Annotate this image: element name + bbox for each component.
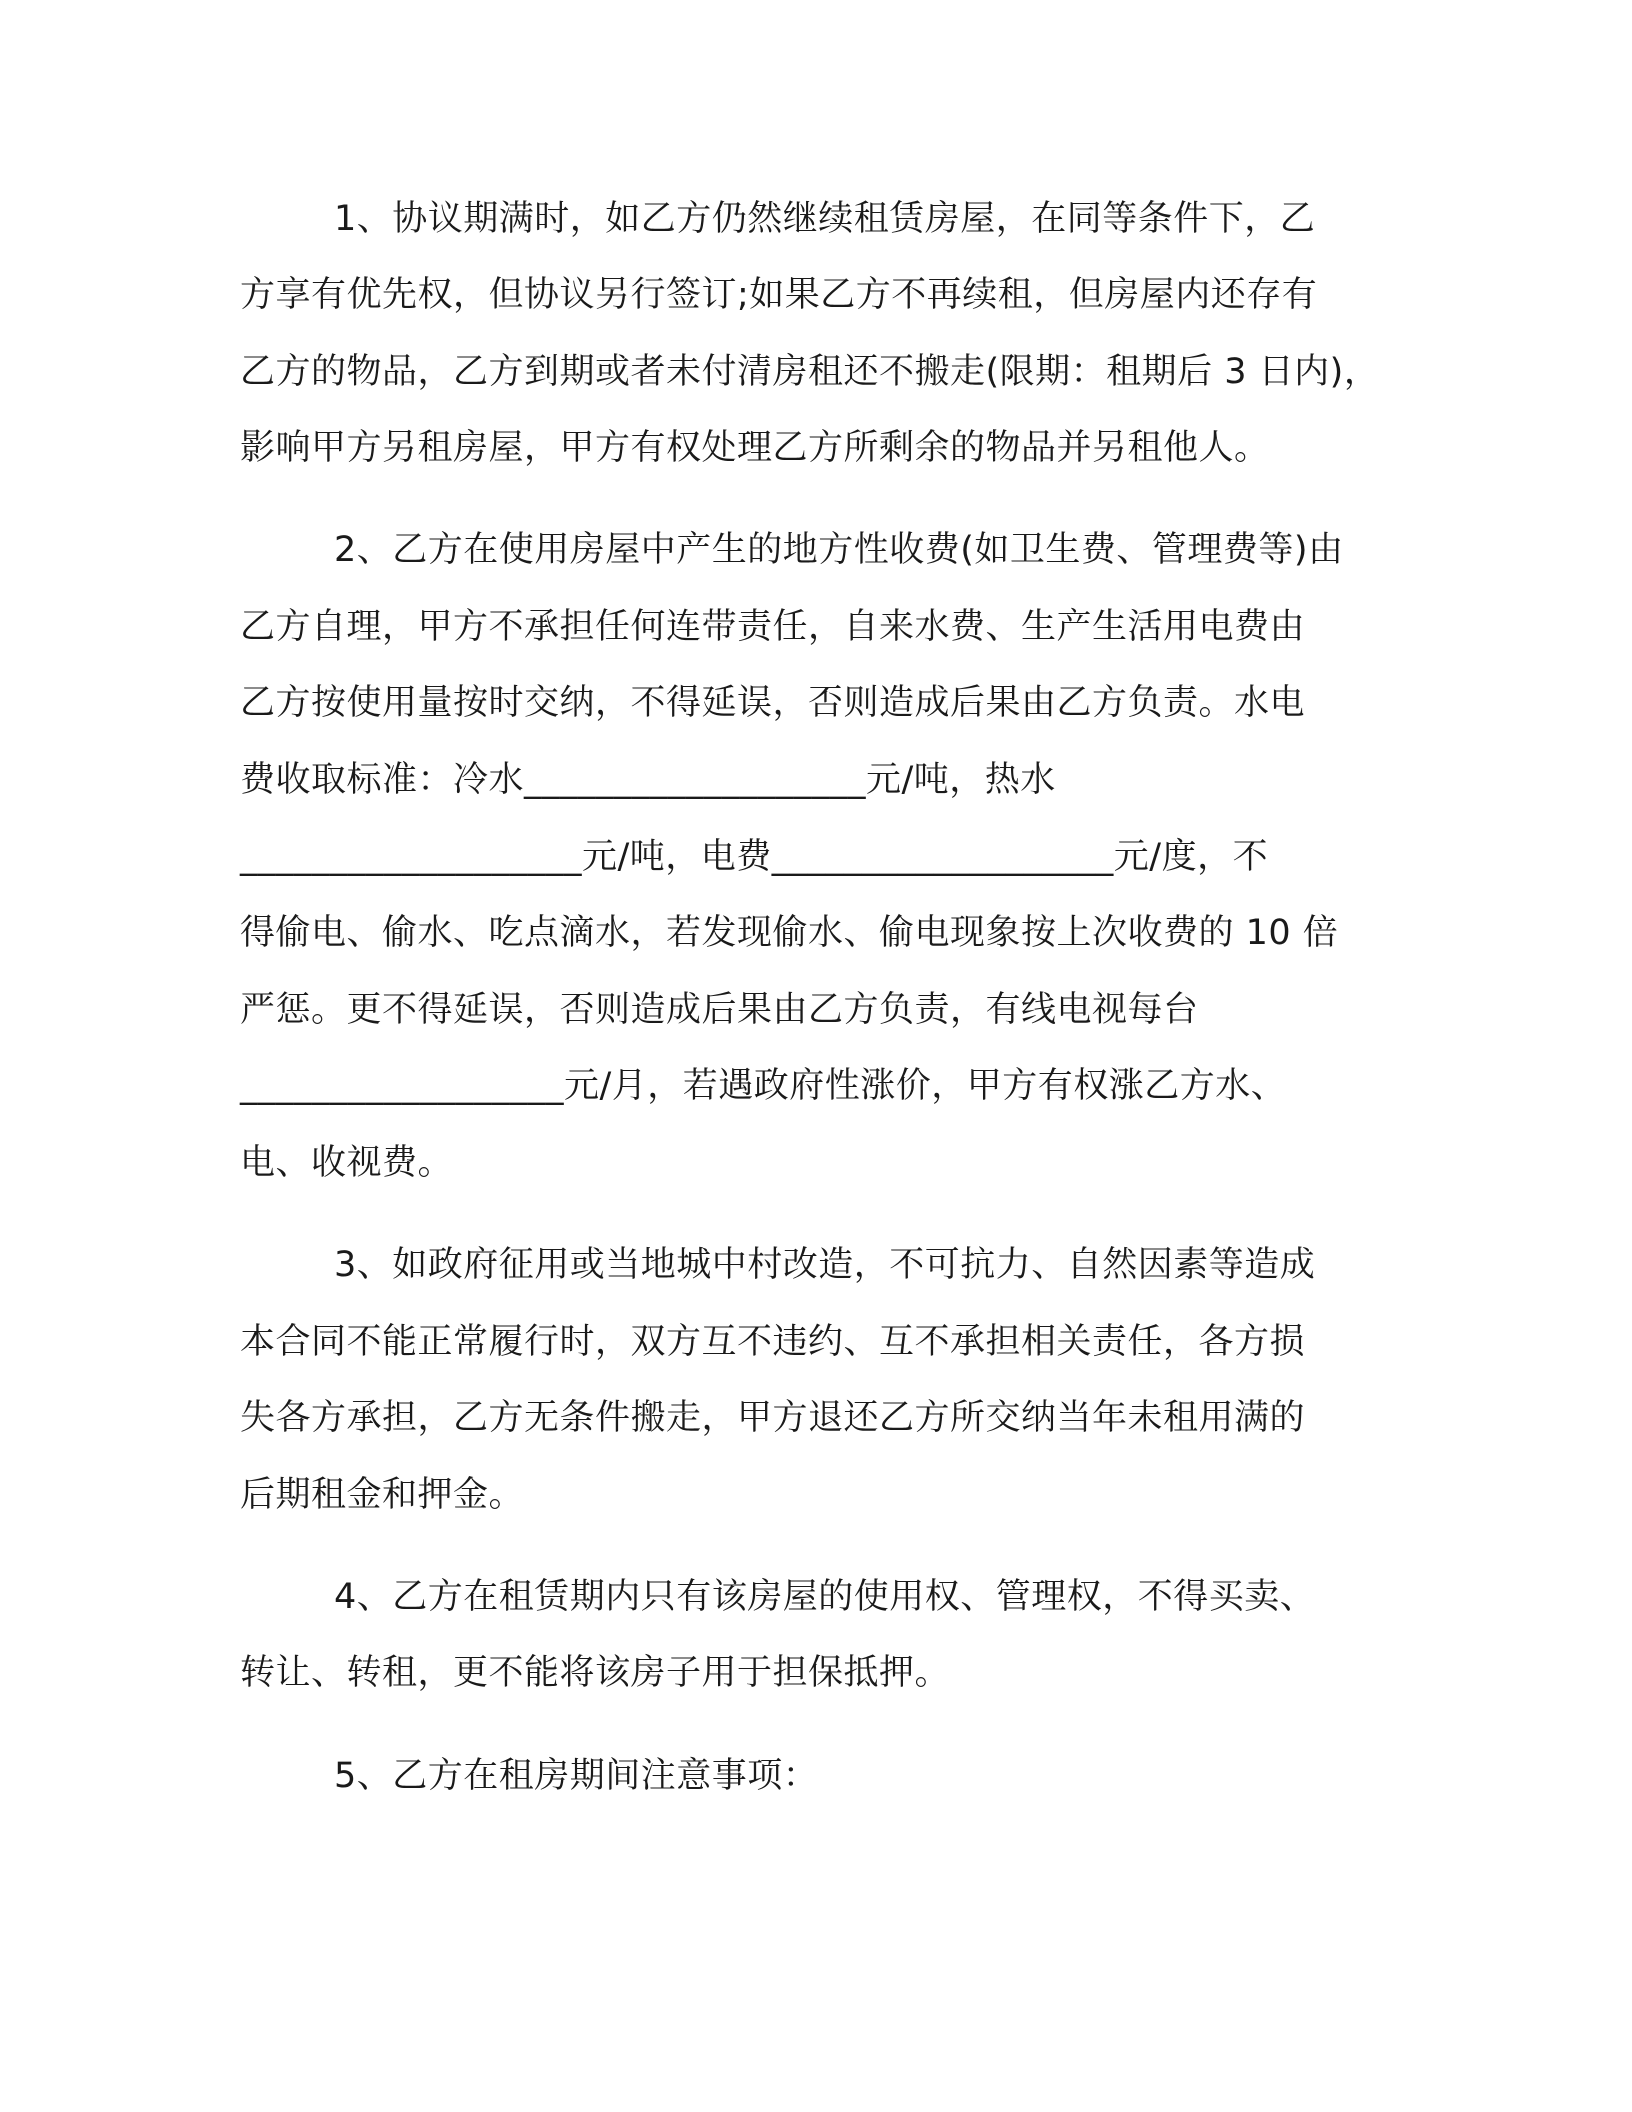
paragraph-5-line-1: 5、乙方在租房期间注意事项：	[334, 1756, 819, 1796]
paragraph-2-line-7: 严惩。更不得延误，否则造成后果由乙方负责，有线电视每台	[240, 990, 1199, 1030]
paragraph-2-line-2: 乙方自理，甲方不承担任何连带责任，自来水费、生产生活用电费由	[240, 607, 1306, 647]
paragraph-1-line-3: 乙方的物品，乙方到期或者未付清房租还不搬走(限期：租期后 3 日内)，	[240, 352, 1380, 392]
paragraph-4-line-1: 4、乙方在租赁期内只有该房屋的使用权、管理权，不得买卖、	[334, 1577, 1316, 1617]
paragraph-2-line-5: ___________________元/吨，电费___________________元/度，不	[240, 837, 1269, 877]
paragraph-2-line-8: __________________元/月，若遇政府性涨价，甲方有权涨乙方水、	[240, 1066, 1287, 1106]
paragraph-3-line-4: 后期租金和押金。	[240, 1475, 525, 1515]
paragraph-1-line-4: 影响甲方另租房屋，甲方有权处理乙方所剩余的物品并另租他人。	[240, 428, 1270, 468]
paragraph-3-line-3: 失各方承担，乙方无条件搬走，甲方退还乙方所交纳当年未租用满的	[240, 1398, 1306, 1438]
paragraph-2-line-9: 电、收视费。	[240, 1143, 454, 1183]
paragraph-4-line-2: 转让、转租，更不能将该房子用于担保抵押。	[240, 1653, 951, 1693]
paragraph-2-line-4: 费收取标准：冷水___________________元/吨，热水	[240, 760, 1056, 800]
paragraph-3-line-2: 本合同不能正常履行时，双方互不违约、互不承担相关责任，各方损	[240, 1322, 1306, 1362]
paragraph-2-line-3: 乙方按使用量按时交纳，不得延误，否则造成后果由乙方负责。水电	[240, 683, 1306, 723]
paragraph-1-line-1: 1、协议期满时，如乙方仍然继续租赁房屋，在同等条件下，乙	[334, 199, 1316, 239]
paragraph-1-line-2: 方享有优先权，但协议另行签订;如果乙方不再续租，但房屋内还存有	[240, 275, 1318, 315]
paragraph-2-line-6: 得偷电、偷水、吃点滴水，若发现偷水、偷电现象按上次收费的 10 倍	[240, 913, 1339, 953]
paragraph-3-line-1: 3、如政府征用或当地城中村改造，不可抗力、自然因素等造成	[334, 1245, 1316, 1285]
paragraph-2-line-1: 2、乙方在使用房屋中产生的地方性收费(如卫生费、管理费等)由	[334, 530, 1344, 570]
